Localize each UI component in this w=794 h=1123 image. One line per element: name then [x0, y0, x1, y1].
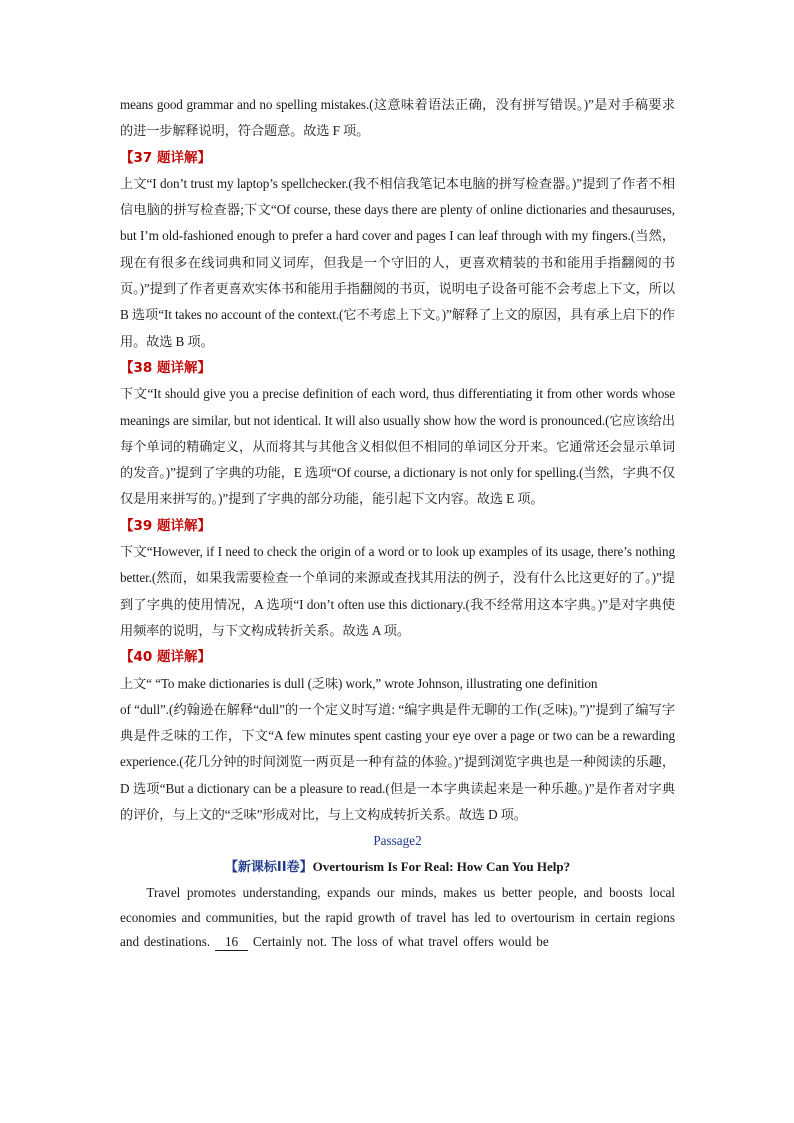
question-40-heading: 【40 题详解】: [120, 649, 211, 666]
passage-title: [120, 854, 675, 881]
passage-body-before: Travel promotes understanding, expands our minds, makes us better people, and boosts local economies and communities, but the rapid growth of travel has led to overtourism in certain regions and destinations.: [120, 885, 675, 950]
question-37-explanation: 上文“I don’t trust my laptop’s spellchecker.(我不相信我笔记本电脑的拼写检查器。)”提到了作者不相信电脑的拼写检查器;下文“Of course, these days there are plenty of online dictionaries and thesauruses, but I’m old-fashioned enough to prefer a hard cover and pages I can leaf through with my fingers.(当然，现在有很多在线词典和同义词库，但我是一个守旧的人，更喜欢精装的书和能用手指翻阅的书页。)”提到了作者更喜欢实体书和能用手指翻阅的书页，说明电子设备可能不会考虑上下文，所以 B 选项“It takes no account of the context.(它不考虑上下文。)”解释了上文的原因，具有承上启下的作用。故选 B 项。: [120, 175, 675, 349]
passage-title-text: Overtourism Is For Real: How Can You Help?: [312, 859, 571, 875]
answer-36-explanation-tail: means good grammar and no spelling mistakes.(这意味着语法正确，没有拼写错误。)”是对手稿要求的进一步解释说明，符合题意。故选 F 项。: [120, 97, 675, 139]
question-40-explanation: of “dull”.(约翰逊在解释“dull”的一个定义时写道: “编字典是件无聊的工作(乏味)。”)”提到了编写字典是件乏味的工作，下文“A few minutes spent casting your eye over a page or two can be a rewarding experience.(花几分钟的时间浏览一两页是一种有益的体验。)”提到浏览字典也是一种阅读的乐趣，D 选项“But a dictionary can be a pleasure to read.(但是一本字典读起来是一种乐趣。)”是作者对字典的评价，与上文的“乏味”形成对比，与上文构成转折关系。故选 D 项。: [120, 701, 675, 823]
passage-body-after: Certainly not. The loss of what travel offers would be: [252, 934, 549, 950]
question-38-heading: 【38 题详解】: [120, 359, 211, 376]
question-40-explanation-line1: 上文“ “To make dictionaries is dull (乏味) work,” wrote Johnson, illustrating one definition: [120, 675, 598, 691]
question-39-explanation: 下文“However, if I need to check the origin of a word or to look up examples of its usage, there’s nothing better.(然而，如果我需要检查一个单词的来源或查找其用法的例子，没有什么比这更好的了。)”提到了字典的使用情况，A 选项“I don’t often use this dictionary.(我不经常用这本字典。)”是对字典使用频率的说明，与下文构成转折关系。故选 A 项。: [120, 544, 675, 638]
question-38-explanation: 下文“It should give you a precise definition of each word, thus differentiating it from other words whose meanings are similar, but not identical. It will also usually show how the word is pronounced.(它应该给出每个单词的精确定义，从而将其与其他含义相似但不相同的单词区分开来。它通常还会显示单词的发音。)”提到了字典的功能，E 选项“Of course, a dictionary is not only for spelling.(当然，字典不仅仅是用来拼写的。)”提到了字典的部分功能，能引起下文内容。故选 E 项。: [120, 386, 675, 507]
question-37-heading: 【37 题详解】: [120, 149, 211, 166]
question-39-heading: 【39 题详解】: [120, 517, 211, 534]
passage-label: Passage2: [373, 833, 422, 849]
exam-source-tag: 【新课标ⅠⅠ卷】: [224, 860, 313, 876]
document-page: [120, 92, 675, 955]
passage-body: [120, 881, 675, 955]
blank-16: 16: [215, 934, 248, 951]
